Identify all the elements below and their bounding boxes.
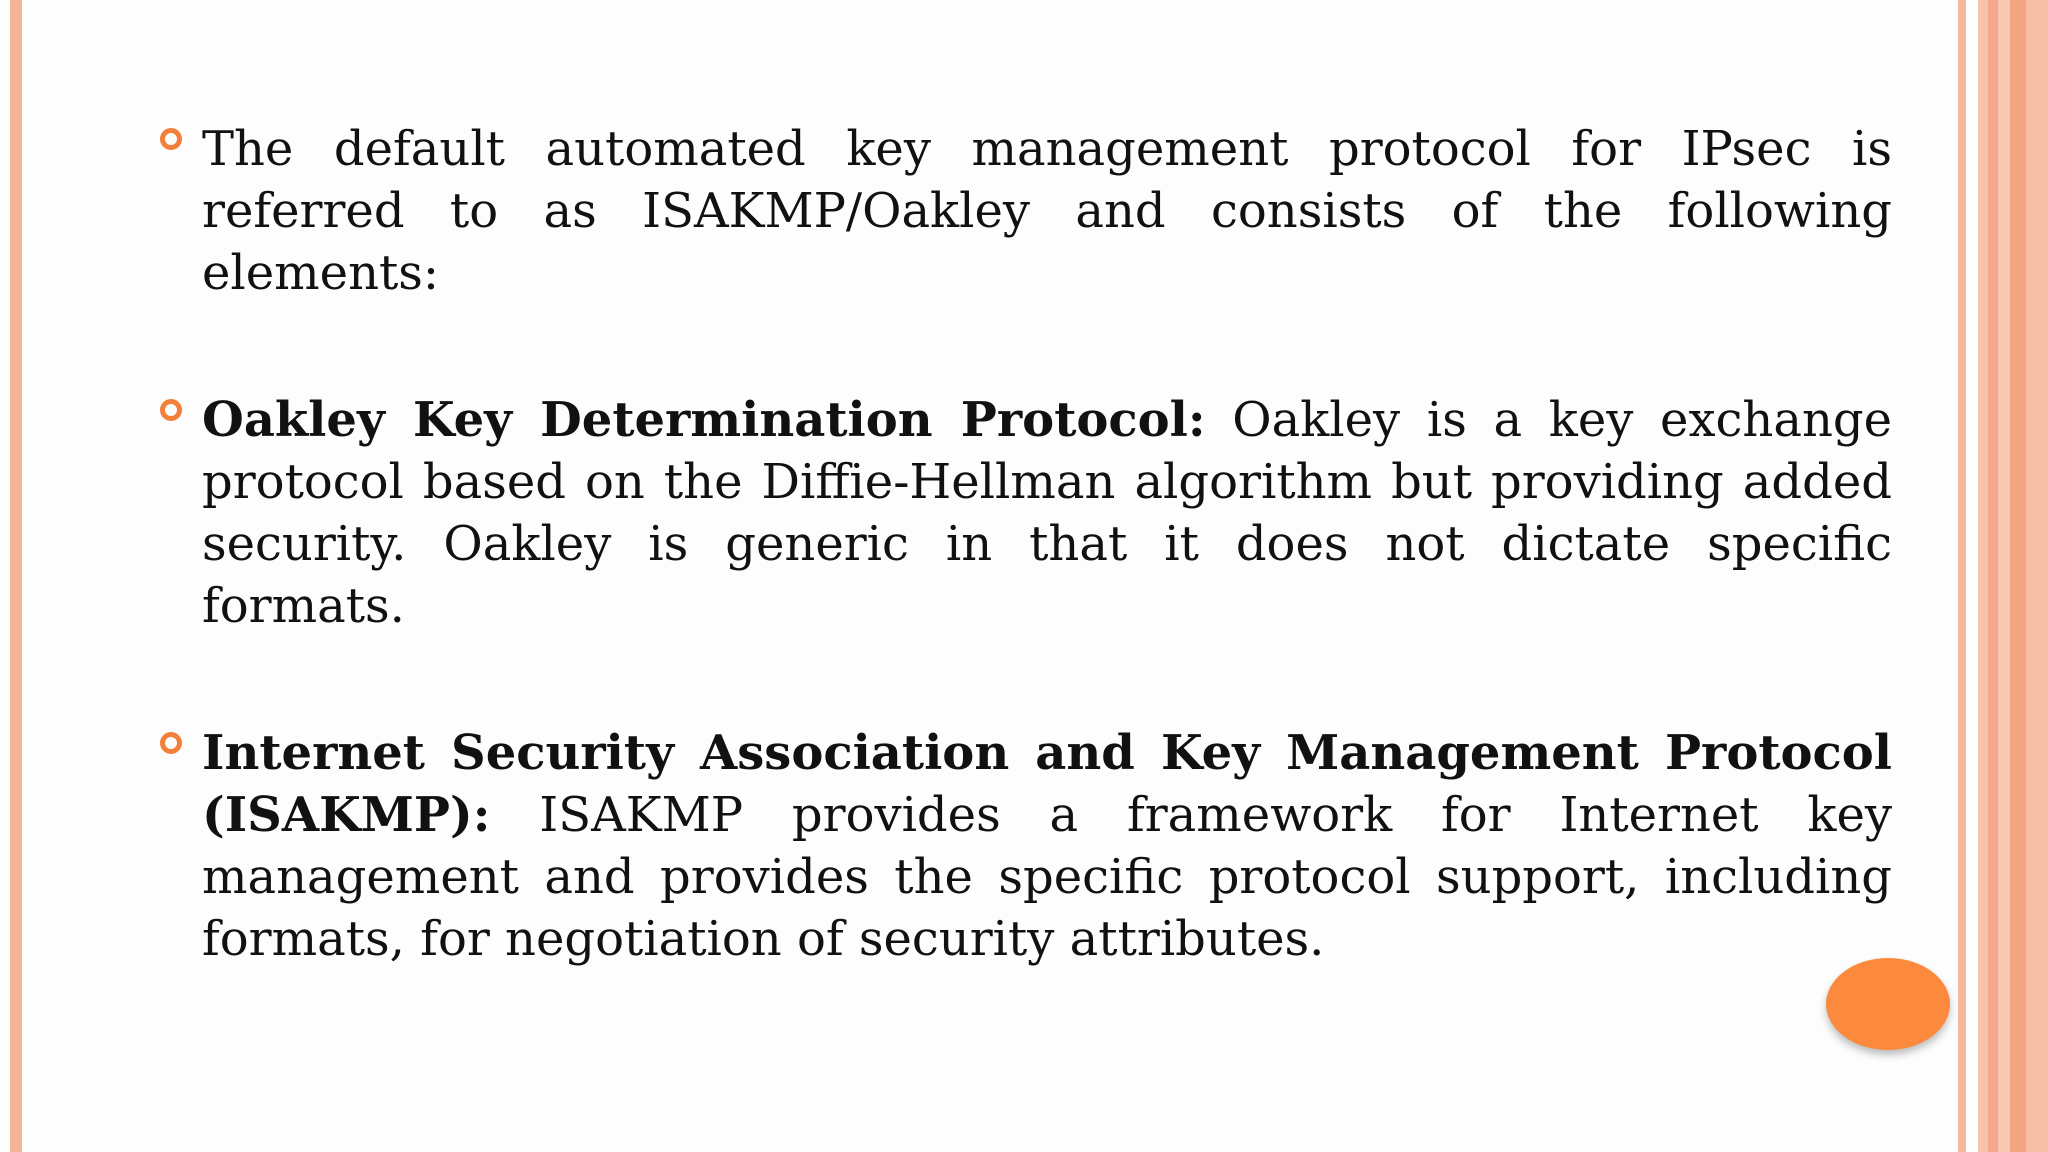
bullet-item-3 xyxy=(150,722,1892,970)
right-thin-stripe xyxy=(1958,0,1966,1152)
bullet-text: Oakley is a key exchange protocol based on the Diffie-Hellman algorithm but providing added security. Oakley is generic in that it does not dictate specific formats. xyxy=(202,392,1892,634)
bullet-item-2 xyxy=(150,389,1892,637)
slide-content xyxy=(150,118,1892,970)
bullet-text: ISAKMP provides a framework for Internet key management and provides the specific protocol support, including formats, for negotiation of security attributes. xyxy=(202,787,1892,967)
bullet-text: The default automated key management protocol for IPsec is referred to as ISAKMP/Oakley and consists of the following elements: xyxy=(202,121,1892,301)
bullet-title: Internet Security Association and Key Management Protocol (ISAKMP): xyxy=(202,725,1892,843)
next-slide-button[interactable] xyxy=(1826,958,1950,1050)
left-border-band xyxy=(10,0,22,1152)
ring-bullet-icon xyxy=(160,128,182,150)
right-decorative-stripes xyxy=(1978,0,2048,1152)
ring-bullet-icon xyxy=(160,732,182,754)
bullet-item-1 xyxy=(150,118,1892,304)
ring-bullet-icon xyxy=(160,399,182,421)
bullet-title: Oakley Key Determination Protocol: xyxy=(202,392,1206,448)
